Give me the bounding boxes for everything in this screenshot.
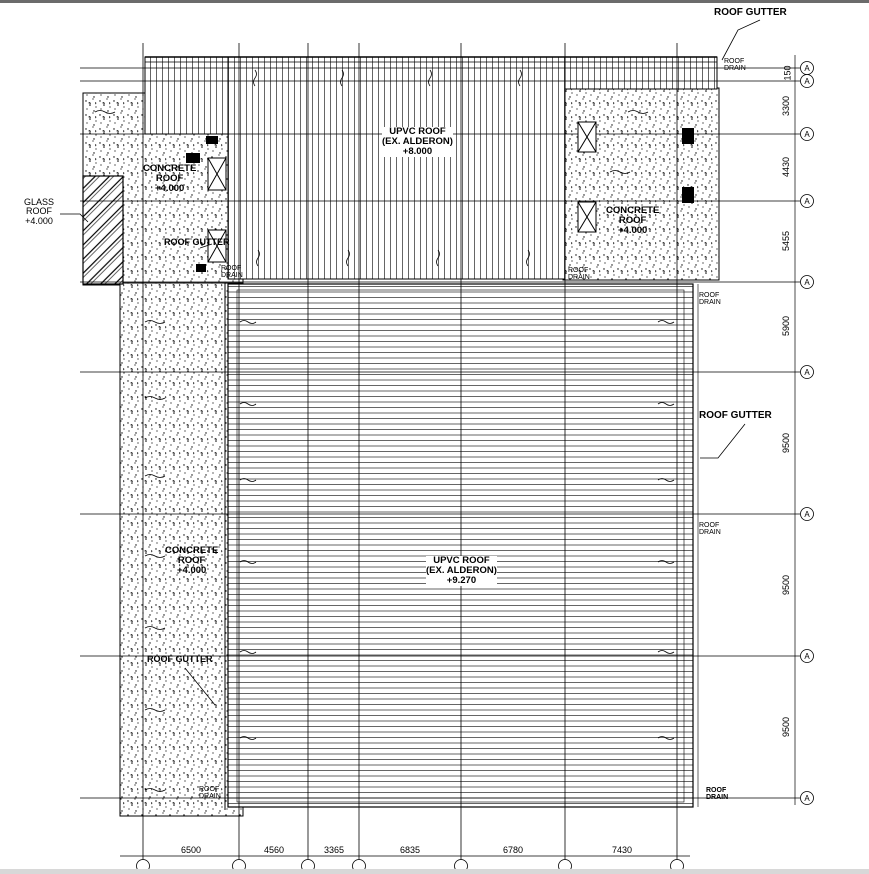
grid-letter: A bbox=[804, 510, 810, 519]
roof-drain-label-right-2: ROOF DRAIN bbox=[699, 522, 721, 537]
roof-gutter-label-right: ROOF GUTTER bbox=[699, 410, 772, 421]
roof-drain-label-bottom: ROOF DRAIN bbox=[706, 787, 729, 802]
glass-roof-area bbox=[83, 176, 123, 284]
dim-vertical-3: 4430 bbox=[781, 156, 792, 178]
dim-vertical-6: 9500 bbox=[781, 432, 792, 454]
roof-gutter-label-left-lower: ROOF GUTTER bbox=[147, 654, 213, 664]
roof-gutter-label-left-upper: ROOF GUTTER bbox=[164, 237, 230, 247]
roof-drain-label-right-1: ROOF DRAIN bbox=[699, 292, 721, 307]
dim-vertical-2: 3300 bbox=[781, 95, 792, 117]
grid-bubble-letters bbox=[804, 64, 810, 803]
dim-horizontal-4: 6835 bbox=[400, 845, 421, 855]
roof-drain-label-left-2: ROOF DRAIN bbox=[199, 786, 221, 801]
roof-gutter-label-top: ROOF GUTTER bbox=[714, 7, 787, 18]
grid-bubbles-right bbox=[801, 62, 814, 805]
dim-horizontal-2: 4560 bbox=[264, 845, 285, 855]
dim-vertical-5: 5900 bbox=[781, 315, 792, 337]
dim-horizontal-6: 7430 bbox=[612, 845, 633, 855]
grid-letter: A bbox=[804, 652, 810, 661]
roof-drain-label-mid: ROOF DRAIN bbox=[568, 267, 590, 282]
dim-horizontal-1: 6500 bbox=[181, 845, 202, 855]
roof-drain-label-left-1: ROOF DRAIN bbox=[221, 265, 243, 280]
upvc-roof-upper-label: UPVC ROOF (EX. ALDERON) +8.000 bbox=[382, 126, 453, 157]
upvc-roof-lower-area bbox=[228, 284, 693, 807]
grid-letter: A bbox=[804, 368, 810, 377]
window-bottom-bar bbox=[0, 869, 869, 874]
dim-vertical-8: 9500 bbox=[781, 716, 792, 738]
grid-letter: A bbox=[804, 794, 810, 803]
roof-drain-label-top: ROOF DRAIN bbox=[724, 58, 746, 73]
dim-horizontal-3: 3365 bbox=[324, 845, 345, 855]
grid-letter: A bbox=[804, 278, 810, 287]
dim-horizontal-5: 6780 bbox=[503, 845, 524, 855]
concrete-roof-lower-left-label: CONCRETE ROOF +4.000 bbox=[165, 545, 219, 576]
concrete-roof-upper-left-label: CONCRETE ROOF +4.000 bbox=[143, 163, 197, 194]
grid-letter: A bbox=[804, 77, 810, 86]
dim-vertical-7: 9500 bbox=[781, 574, 792, 596]
grid-letter: A bbox=[804, 130, 810, 139]
dim-vertical-4: 5455 bbox=[781, 230, 792, 252]
glass-roof-label: GLASS ROOF +4.000 bbox=[24, 197, 55, 226]
grid-letter: A bbox=[804, 197, 810, 206]
concrete-roof-right-area bbox=[563, 88, 719, 280]
concrete-roof-right-label: CONCRETE ROOF +4.000 bbox=[606, 205, 660, 236]
dim-vertical-1: 150 bbox=[782, 65, 793, 81]
grid-letter: A bbox=[804, 64, 810, 73]
upvc-roof-lower-label: UPVC ROOF (EX. ALDERON) +9.270 bbox=[426, 555, 497, 586]
